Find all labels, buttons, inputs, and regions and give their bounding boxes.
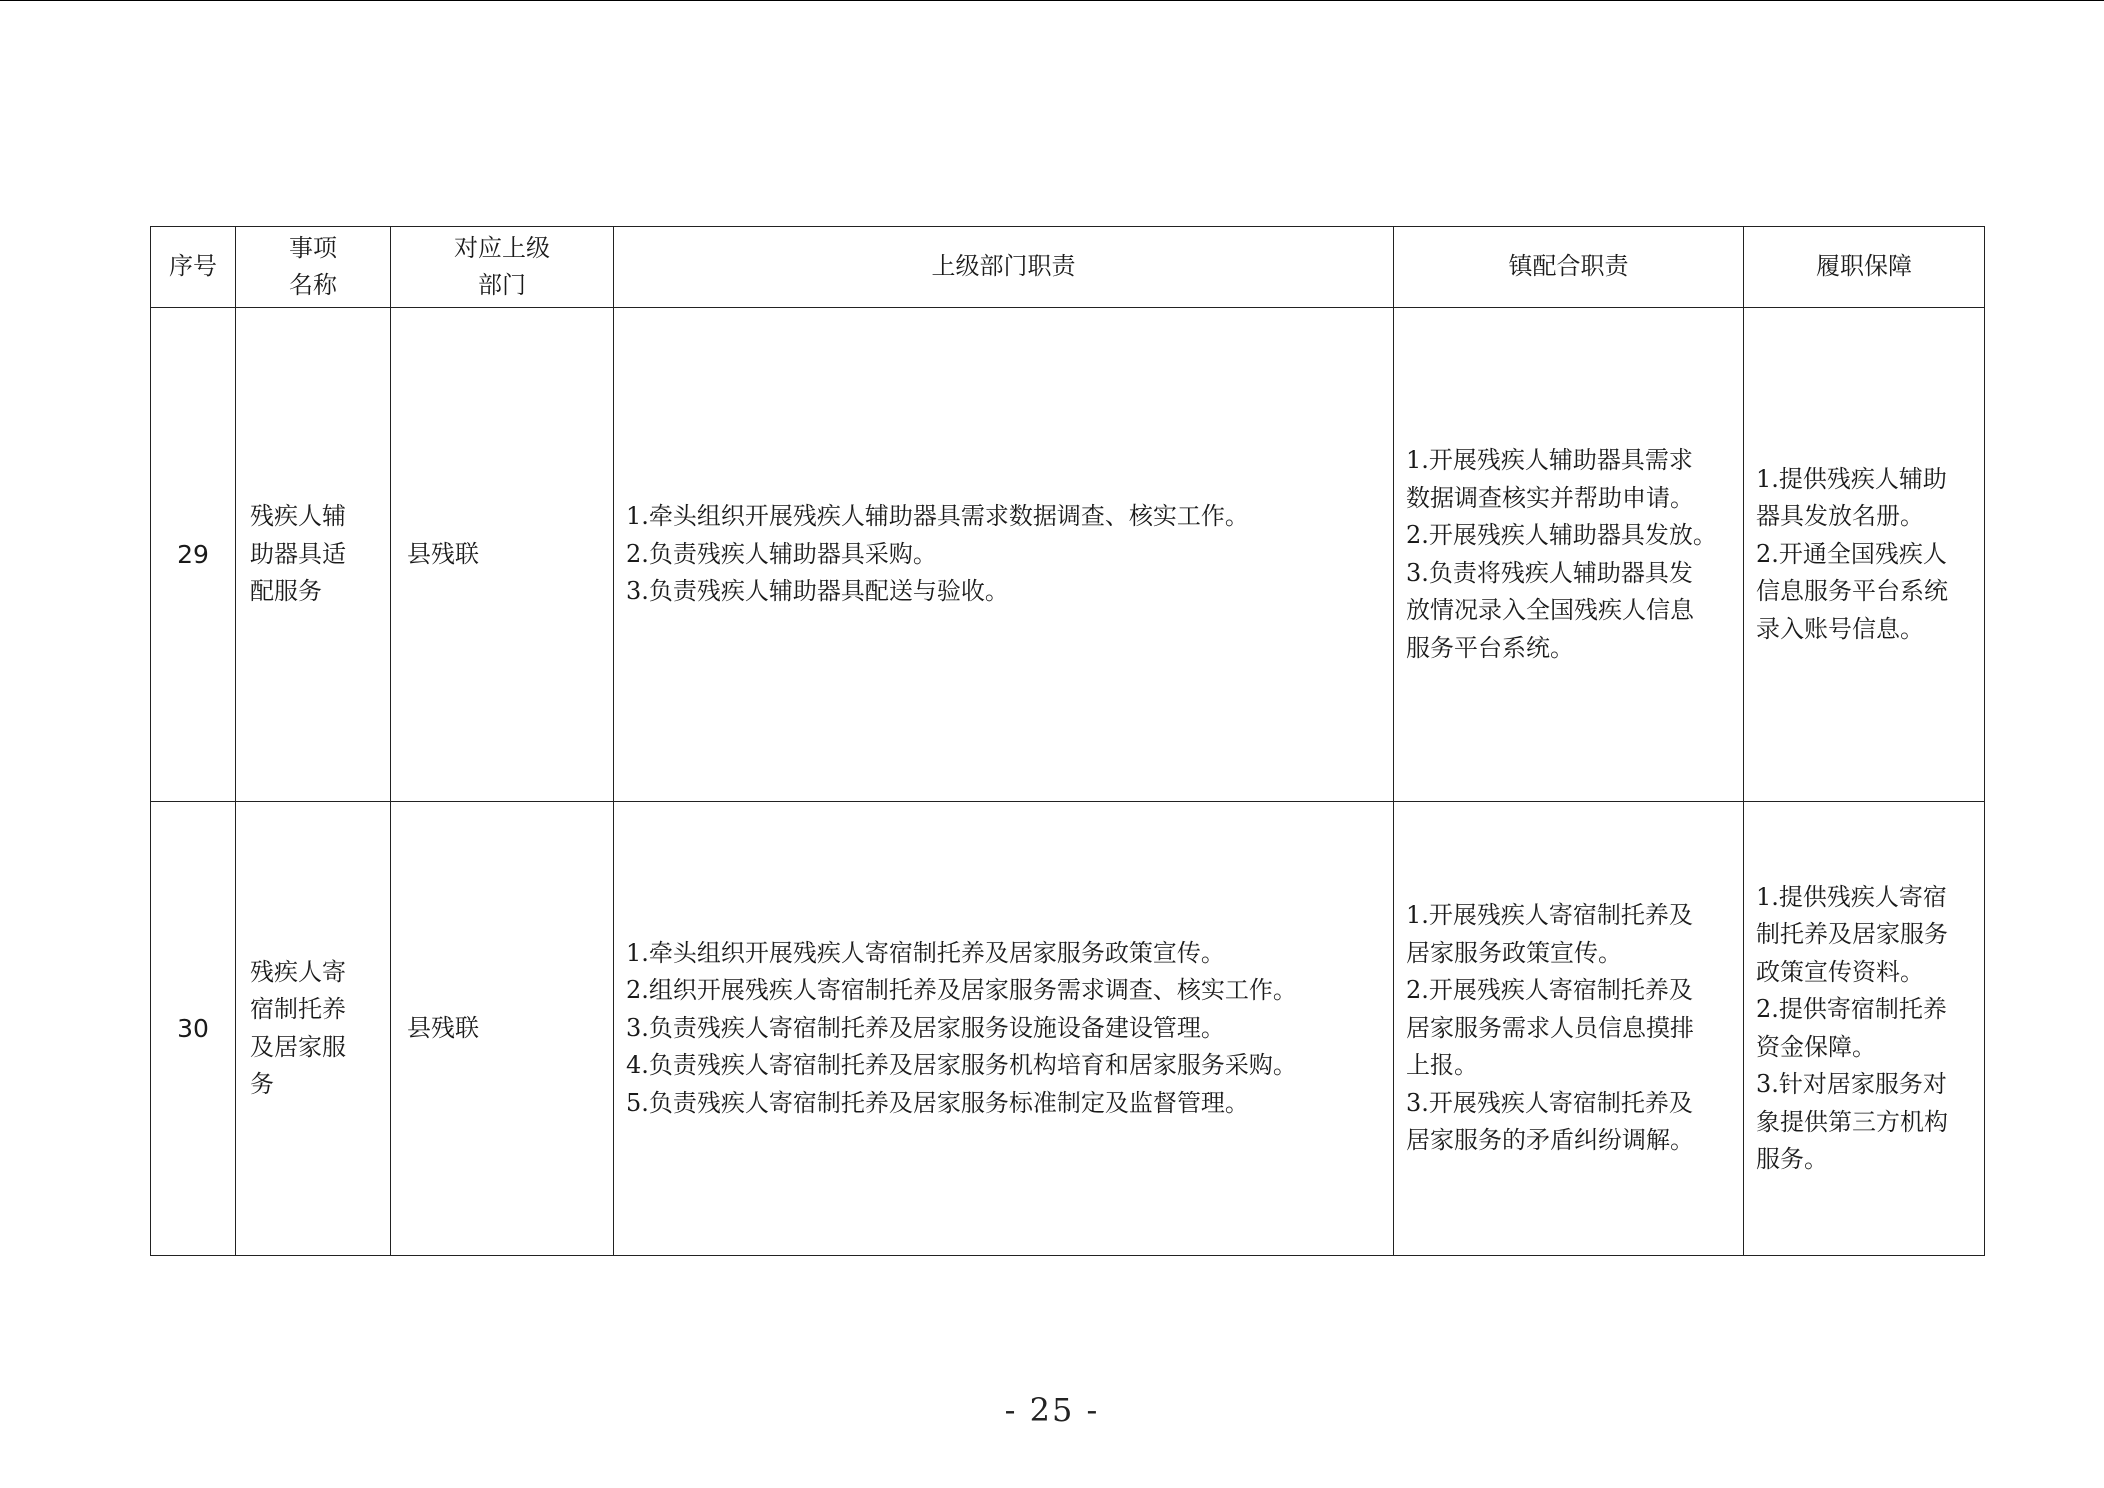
guarantee-line: 1.提供残疾人寄宿 <box>1756 882 1947 911</box>
town-duty-line: 1.开展残疾人辅助器具需求 <box>1406 446 1693 474</box>
town-duty-line: 居家服务的矛盾纠纷调解。 <box>1406 1126 1694 1155</box>
town-duty-line: 居家服务需求人员信息摸排 <box>1406 1013 1694 1042</box>
item-name-line: 残疾人辅 <box>250 502 346 531</box>
header-upper-duty-label: 上级部门职责 <box>931 252 1076 281</box>
town-duty-line: 数据调查核实并帮助申请。 <box>1406 483 1694 512</box>
guarantee-line: 录入账号信息。 <box>1756 614 1924 643</box>
row-dept-value: 县残联 <box>407 1013 479 1042</box>
row-dept-value: 县残联 <box>407 539 479 568</box>
upper-duty-line: 4.负责残疾人寄宿制托养及居家服务机构培育和居家服务采购。 <box>626 1051 1297 1080</box>
duty-table <box>150 226 1985 1256</box>
town-duty-line: 上报。 <box>1406 1051 1478 1080</box>
header-town-duty <box>1394 227 1744 308</box>
row-town-duty <box>1394 308 1744 802</box>
guarantee-line: 服务。 <box>1756 1145 1828 1173</box>
item-name-line: 残疾人寄 <box>250 957 346 986</box>
town-duty-line: 居家服务政策宣传。 <box>1406 938 1622 967</box>
town-duty-line: 2.开展残疾人寄宿制托养及 <box>1406 976 1693 1005</box>
town-duty-line: 2.开展残疾人辅助器具发放。 <box>1406 521 1717 549</box>
row-guarantee <box>1744 308 1985 802</box>
upper-duty-line: 2.组织开展残疾人寄宿制托养及居家服务需求调查、核实工作。 <box>626 976 1297 1005</box>
guarantee-line: 资金保障。 <box>1756 1032 1876 1061</box>
header-dept <box>391 227 614 308</box>
row-dept <box>391 308 614 802</box>
guarantee-line: 信息服务平台系统 <box>1756 577 1948 606</box>
header-seq-label: 序号 <box>169 252 217 281</box>
page-top-border <box>0 0 2104 1</box>
row-seq-value: 30 <box>177 1013 209 1043</box>
item-name-line: 务 <box>250 1070 274 1098</box>
town-duty-line: 3.负责将残疾人辅助器具发 <box>1406 558 1693 587</box>
row-town-duty <box>1394 802 1744 1256</box>
header-guarantee-label: 履职保障 <box>1816 252 1912 281</box>
row-seq <box>151 308 236 802</box>
town-duty-line: 1.开展残疾人寄宿制托养及 <box>1406 901 1693 930</box>
table-header-row <box>151 227 1985 308</box>
header-dept-line: 对应上级 <box>454 233 550 262</box>
page-number: - 25 - <box>1004 1391 1100 1429</box>
upper-duty-line: 3.负责残疾人辅助器具配送与验收。 <box>626 577 1009 606</box>
header-item-name-line: 事项 <box>289 233 337 262</box>
upper-duty-line: 2.负责残疾人辅助器具采购。 <box>626 539 937 568</box>
row-dept <box>391 802 614 1256</box>
guarantee-line: 制托养及居家服务 <box>1756 920 1948 948</box>
town-duty-line: 3.开展残疾人寄宿制托养及 <box>1406 1088 1693 1117</box>
guarantee-line: 器具发放名册。 <box>1756 502 1924 531</box>
guarantee-line: 政策宣传资料。 <box>1756 957 1924 986</box>
upper-duty-line: 3.负责残疾人寄宿制托养及居家服务设施设备建设管理。 <box>626 1013 1225 1042</box>
upper-duty-line: 1.牵头组织开展残疾人寄宿制托养及居家服务政策宣传。 <box>626 938 1225 967</box>
guarantee-line: 象提供第三方机构 <box>1756 1107 1948 1136</box>
row-item-name <box>236 802 391 1256</box>
item-name-line: 及居家服 <box>250 1032 346 1061</box>
row-guarantee <box>1744 802 1985 1256</box>
upper-duty-line: 1.牵头组织开展残疾人辅助器具需求数据调查、核实工作。 <box>626 502 1249 531</box>
row-upper-duty <box>614 802 1394 1256</box>
item-name-line: 宿制托养 <box>250 995 346 1023</box>
upper-duty-line: 5.负责残疾人寄宿制托养及居家服务标准制定及监督管理。 <box>626 1088 1249 1117</box>
row-seq-value: 29 <box>177 539 209 569</box>
row-upper-duty <box>614 308 1394 802</box>
header-item-name <box>236 227 391 308</box>
row-item-name <box>236 308 391 802</box>
header-dept-line: 部门 <box>478 271 526 299</box>
header-guarantee <box>1744 227 1985 308</box>
header-seq <box>151 227 236 308</box>
table-row <box>151 308 1985 802</box>
item-name-line: 助器具适 <box>250 539 346 568</box>
town-duty-line: 服务平台系统。 <box>1406 633 1574 662</box>
guarantee-line: 1.提供残疾人辅助 <box>1756 464 1947 493</box>
header-item-name-line: 名称 <box>289 271 337 299</box>
table-row <box>151 802 1985 1256</box>
guarantee-line: 2.提供寄宿制托养 <box>1756 995 1947 1023</box>
header-upper-duty <box>614 227 1394 308</box>
row-seq <box>151 802 236 1256</box>
town-duty-line: 放情况录入全国残疾人信息 <box>1406 596 1694 624</box>
header-town-duty-label: 镇配合职责 <box>1508 252 1629 281</box>
item-name-line: 配服务 <box>250 577 322 606</box>
guarantee-line: 3.针对居家服务对 <box>1756 1070 1947 1098</box>
guarantee-line: 2.开通全国残疾人 <box>1756 539 1947 568</box>
